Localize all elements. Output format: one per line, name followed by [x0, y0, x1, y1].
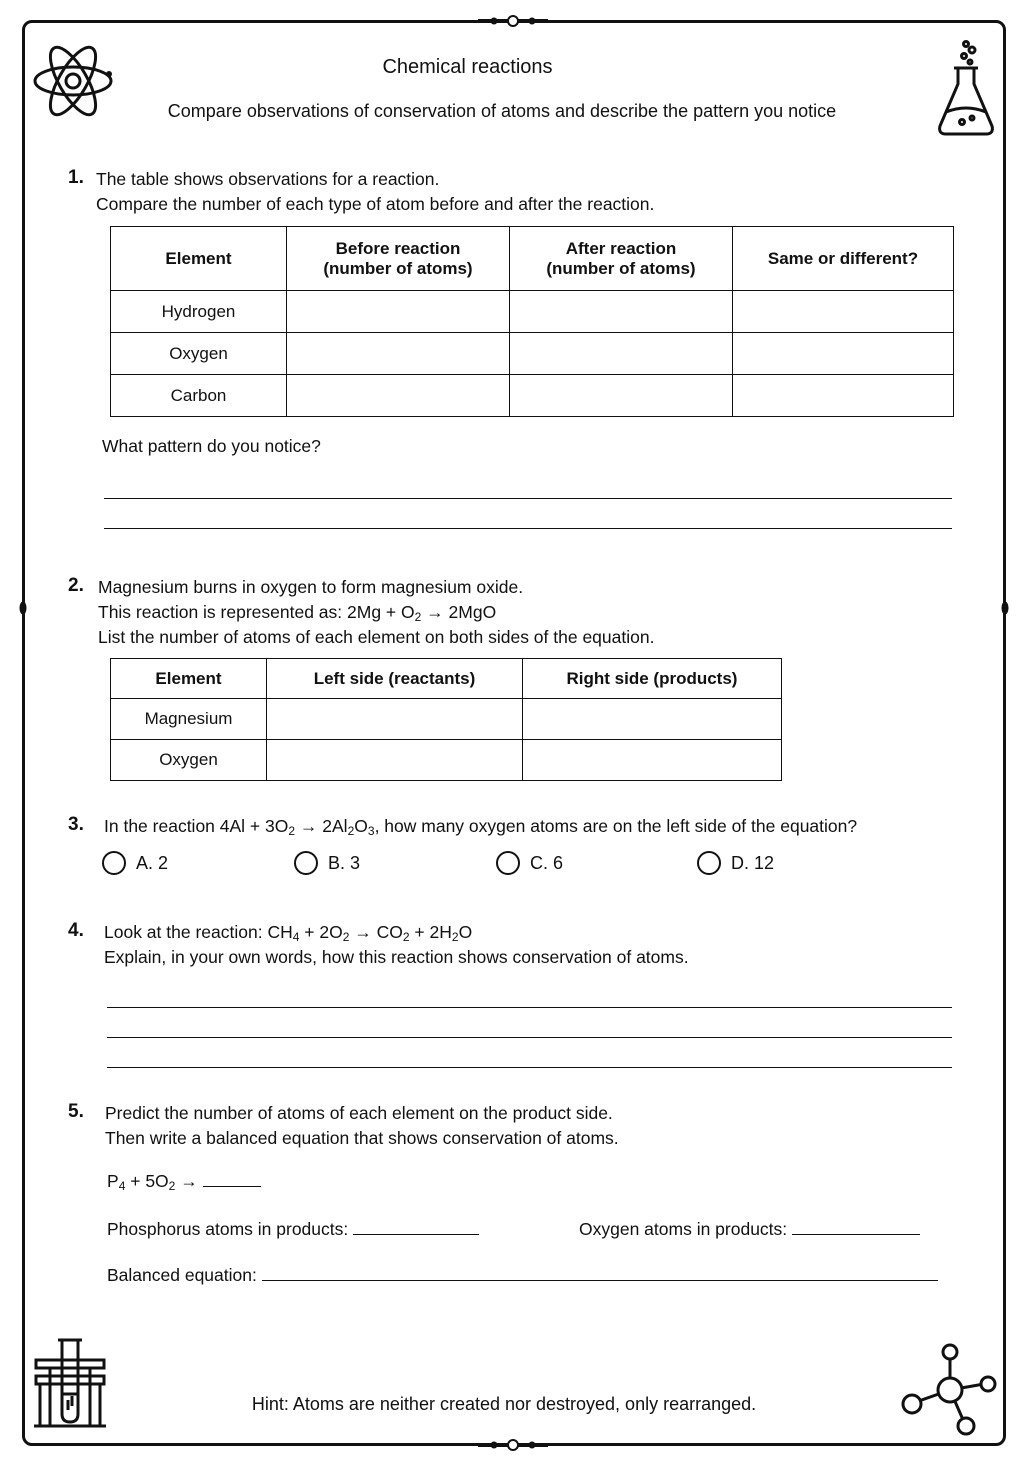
- answer-cell[interactable]: [733, 333, 954, 375]
- eq-subscript: 2: [347, 824, 355, 838]
- option-a[interactable]: [102, 851, 168, 875]
- q1-pattern-prompt: What pattern do you notice?: [102, 436, 321, 456]
- product-blank[interactable]: [203, 1186, 261, 1187]
- table-header-same-or-different: Same or different?: [733, 227, 954, 291]
- question-4-line-2: Explain, in your own words, how this reaction shows conservation of atoms.: [104, 947, 689, 967]
- answer-cell[interactable]: [510, 333, 733, 375]
- element-cell: Oxygen: [111, 740, 267, 781]
- answer-cell[interactable]: [267, 699, 523, 740]
- eq-subscript: 2: [414, 610, 422, 624]
- question-4-text: [104, 920, 689, 970]
- answer-cell[interactable]: [523, 740, 782, 781]
- eq-subscript: 4: [118, 1179, 126, 1193]
- flask-icon: [934, 38, 998, 138]
- oxygen-answer: [579, 1217, 920, 1242]
- test-tube-rack-icon: [32, 1336, 108, 1430]
- table-header-left-side: Left side (reactants): [267, 659, 523, 699]
- question-2-line-1: Magnesium burns in oxygen to form magnesium oxide.: [98, 577, 524, 597]
- table-row: [111, 333, 954, 375]
- element-cell: Carbon: [111, 375, 287, 417]
- phosphorus-label: Phosphorus atoms in products:: [107, 1219, 349, 1239]
- table-row: [111, 699, 782, 740]
- question-1-text: [96, 167, 654, 217]
- page-title: Chemical reactions: [382, 56, 553, 78]
- answer-cell[interactable]: [510, 291, 733, 333]
- question-5-number: 5.: [68, 1101, 84, 1122]
- question-2-equation-line: [98, 600, 654, 625]
- answer-line[interactable]: [104, 498, 952, 499]
- eq-part: + 2H: [409, 922, 452, 942]
- eq-subscript: 2: [451, 930, 459, 944]
- balanced-equation-blank[interactable]: [262, 1280, 938, 1281]
- answer-cell[interactable]: [510, 375, 733, 417]
- eq-part: → 2MgO: [421, 602, 497, 622]
- header-before-line2: (number of atoms): [323, 258, 473, 278]
- radio-circle[interactable]: [496, 851, 520, 875]
- page-subtitle: Compare observations of conservation of atoms and describe the pattern you notice: [167, 101, 837, 121]
- answer-cell[interactable]: [287, 291, 510, 333]
- eq-part: →: [175, 1171, 203, 1191]
- answer-cell[interactable]: [287, 333, 510, 375]
- eq-part: This reaction is represented as: 2Mg + O: [98, 602, 415, 622]
- eq-subscript: 2: [342, 930, 350, 944]
- eq-subscript: 4: [292, 930, 300, 944]
- q5-equation: [107, 1169, 261, 1194]
- answer-line[interactable]: [107, 1007, 952, 1008]
- question-4-number: 4.: [68, 920, 84, 941]
- option-label: D. 12: [731, 852, 775, 873]
- eq-part: + 5O: [125, 1171, 169, 1191]
- eq-subscript: 2: [402, 930, 410, 944]
- eq-part: → 2Al: [295, 816, 348, 836]
- molecule-icon: [900, 1340, 1000, 1438]
- question-5-line-1: Predict the number of atoms of each element on the product side.: [105, 1103, 613, 1123]
- header-after-line1: After reaction: [565, 238, 677, 258]
- eq-part: In the reaction 4Al + 3O: [104, 816, 289, 836]
- answer-cell[interactable]: [287, 375, 510, 417]
- table-row: [111, 740, 782, 781]
- table-header-element: Element: [111, 659, 267, 699]
- eq-subscript: 2: [288, 824, 296, 838]
- question-1-line-2: Compare the number of each type of atom before and after the reaction.: [96, 194, 655, 214]
- option-b[interactable]: [294, 851, 360, 875]
- table-header-before: [287, 227, 510, 291]
- answer-line[interactable]: [107, 1037, 952, 1038]
- table-header-element: Element: [111, 227, 287, 291]
- table-row: [111, 375, 954, 417]
- header-before-line1: Before reaction: [335, 238, 461, 258]
- phosphorus-answer: [107, 1217, 479, 1242]
- oxygen-blank[interactable]: [792, 1234, 920, 1235]
- balanced-equation-answer: [107, 1263, 938, 1288]
- question-3-text: [104, 814, 857, 839]
- question-2-text: [98, 575, 654, 650]
- eq-part: , how many oxygen atoms are on the left side of the equation?: [374, 816, 858, 836]
- element-cell: Magnesium: [111, 699, 267, 740]
- question-2-line-3: List the number of atoms of each element on both sides of the equation.: [98, 627, 655, 647]
- q2-atom-count-table: [110, 658, 782, 781]
- eq-part: O: [458, 922, 473, 942]
- element-cell: Hydrogen: [111, 291, 287, 333]
- answer-cell[interactable]: [733, 375, 954, 417]
- answer-cell[interactable]: [523, 699, 782, 740]
- option-c[interactable]: [496, 851, 563, 875]
- answer-cell[interactable]: [733, 291, 954, 333]
- option-d[interactable]: [697, 851, 774, 875]
- radio-circle[interactable]: [102, 851, 126, 875]
- question-5-line-2: Then write a balanced equation that shows conservation of atoms.: [105, 1128, 619, 1148]
- header-after-line2: (number of atoms): [546, 258, 696, 278]
- hint-text: Hint: Atoms are neither created nor destroyed, only rearranged.: [251, 1394, 757, 1414]
- eq-part: → CO: [349, 922, 403, 942]
- question-4-equation-line: [104, 920, 689, 945]
- answer-cell[interactable]: [267, 740, 523, 781]
- oxygen-label: Oxygen atoms in products:: [579, 1219, 788, 1239]
- eq-part: + 2O: [299, 922, 343, 942]
- answer-line[interactable]: [104, 528, 952, 529]
- question-1-line-1: The table shows observations for a reaction.: [96, 169, 440, 189]
- answer-line[interactable]: [107, 1067, 952, 1068]
- question-1-number: 1.: [68, 167, 84, 188]
- table-row: [111, 291, 954, 333]
- table-header-right-side: Right side (products): [523, 659, 782, 699]
- q1-observation-table: [110, 226, 954, 417]
- option-label: C. 6: [530, 852, 564, 873]
- radio-circle[interactable]: [294, 851, 318, 875]
- balanced-equation-label: Balanced equation:: [107, 1265, 257, 1285]
- question-5-text: [105, 1101, 619, 1151]
- eq-part: P: [107, 1171, 119, 1191]
- eq-subscript: 3: [367, 824, 375, 838]
- radio-circle[interactable]: [697, 851, 721, 875]
- option-label: B. 3: [328, 852, 361, 873]
- phosphorus-blank[interactable]: [353, 1234, 479, 1235]
- table-header-after: [510, 227, 733, 291]
- eq-part: Look at the reaction: CH: [104, 922, 293, 942]
- eq-subscript: 2: [168, 1179, 176, 1193]
- element-cell: Oxygen: [111, 333, 287, 375]
- question-3-number: 3.: [68, 814, 84, 835]
- question-2-number: 2.: [68, 575, 84, 596]
- option-label: A. 2: [136, 852, 169, 873]
- eq-part: O: [354, 816, 368, 836]
